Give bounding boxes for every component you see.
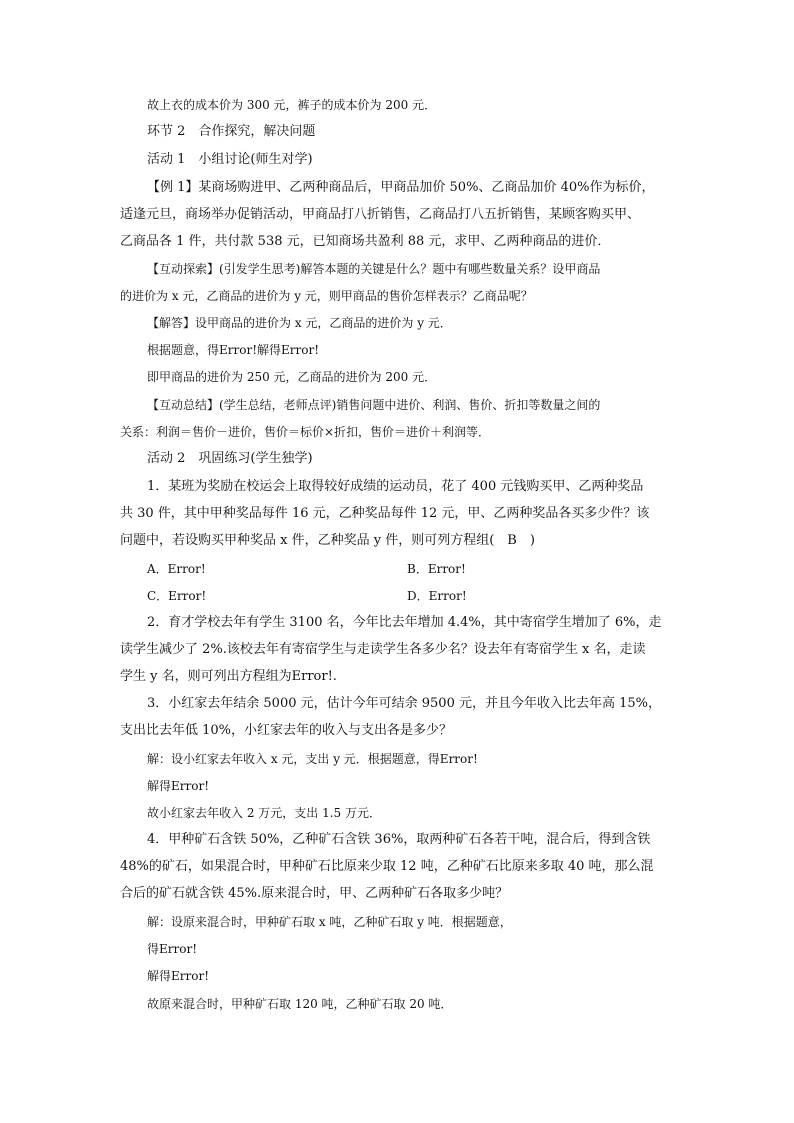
q4-solution-4: 故原来混合时，甲种矿石取 120 吨，乙种矿石取 20 吨． [147, 997, 453, 1011]
option-a: A．Error! [147, 562, 206, 576]
q4-solution-2: 得Error! [147, 942, 198, 956]
q3-line-2: 支出比去年低 10%，小红家去年的收入与支出各是多少？ [120, 723, 453, 738]
q1-line-1: 1．某班为奖励在校运会上取得较好成绩的运动员，花了 400 元钱购买甲、乙两种奖品 [147, 479, 644, 494]
q2-line-2: 读学生减少了 2%.该校去年有寄宿学生与走读学生各多少名？设去年有寄宿学生 x 名，走读 [120, 642, 646, 657]
q3-solution-2: 解得Error! [147, 779, 210, 793]
explore-line-2: 的进价为 x 元，乙商品的进价为 y 元，则甲商品的售价怎样表示？乙商品呢？ [120, 289, 533, 303]
q4-solution-1: 解：设原来混合时，甲种矿石取 x 吨，乙种矿石取 y 吨．根据题意， [147, 915, 512, 929]
summary-line-1: 【互动总结】(学生总结，老师点评)销售问题中进价、利润、售价、折扣等数量之间的 [147, 398, 601, 412]
summary-line-2: 关系：利润＝售价－进价，售价＝标价×折扣，售价＝进价＋利润等． [120, 425, 491, 439]
section-heading: 环节 2 合作探究，解决问题 [147, 124, 316, 139]
activity-2-heading: 活动 2 巩固练习(学生独学) [147, 451, 313, 466]
q1-line-3: 问题中，若设购买甲种奖品 x 件，乙种奖品 y 件，则可列方程组( B ) [120, 533, 535, 548]
option-c: C．Error! [147, 589, 207, 603]
answer-line-1: 【解答】设甲商品的进价为 x 元，乙商品的进价为 y 元． [147, 316, 452, 330]
q4-line-2: 48%的矿石，如果混合时，甲种矿石比原来少取 12 吨，乙种矿石比原来多取 40 吨，那么混 [120, 859, 654, 874]
option-b: B．Error! [407, 562, 466, 576]
conclusion-line: 故上衣的成本价为 300 元，裤子的成本价为 200 元． [147, 98, 437, 112]
answer-line-3: 即甲商品的进价为 250 元，乙商品的进价为 200 元． [147, 370, 437, 384]
q4-line-1: 4．甲种矿石含铁 50%，乙种矿石含铁 36%，取两种矿石各若干吨，混合后，得到含铁 [147, 832, 651, 847]
activity-heading: 活动 1 小组讨论(师生对学) [147, 152, 313, 167]
q4-line-3: 合后的矿石就含铁 45%.原来混合时，甲、乙两种矿石各取多少吨？ [120, 886, 509, 901]
q3-line-1: 3．小红家去年结余 5000 元，估计今年可结余 9500 元，并且今年收入比去年高 15%， [147, 696, 661, 711]
q4-solution-3: 解得Error! [147, 969, 210, 983]
q2-line-3: 学生 y 名，则可列出方程组为Error!. [120, 669, 337, 684]
q3-solution-1: 解：设小红家去年收入 x 元，支出 y 元．根据题意，得Error! [147, 752, 478, 766]
answer-line-2: 根据题意，得Error!解得Error! [147, 343, 320, 357]
example-line-3: 乙商品各 1 件，共付款 538 元，已知商场共盈利 88 元，求甲、乙两种商品的进价． [120, 234, 611, 249]
example-line-1: 【例 1】某商场购进甲、乙两种商品后，甲商品加价 50%、乙商品加价 40%作为标价， [147, 180, 655, 195]
example-line-2: 适逢元旦，商场举办促销活动，甲商品打八折销售，乙商品打八五折销售，某顾客购买甲、 [120, 207, 641, 222]
q1-line-2: 共 30 件，其中甲种奖品每件 16 元，乙种奖品每件 12 元，甲、乙两种奖品各买多少件？该 [120, 506, 650, 521]
q3-solution-3: 故小红家去年收入 2 万元，支出 1.5 万元． [147, 806, 381, 820]
option-d: D．Error! [407, 589, 467, 603]
q2-line-1: 2．育才学校去年有学生 3100 名，今年比去年增加 4.4%，其中寄宿学生增加了 6%，走 [147, 615, 662, 630]
explore-line-1: 【互动探索】(引发学生思考)解答本题的关键是什么？题中有哪些数量关系？设甲商品 [147, 262, 601, 276]
